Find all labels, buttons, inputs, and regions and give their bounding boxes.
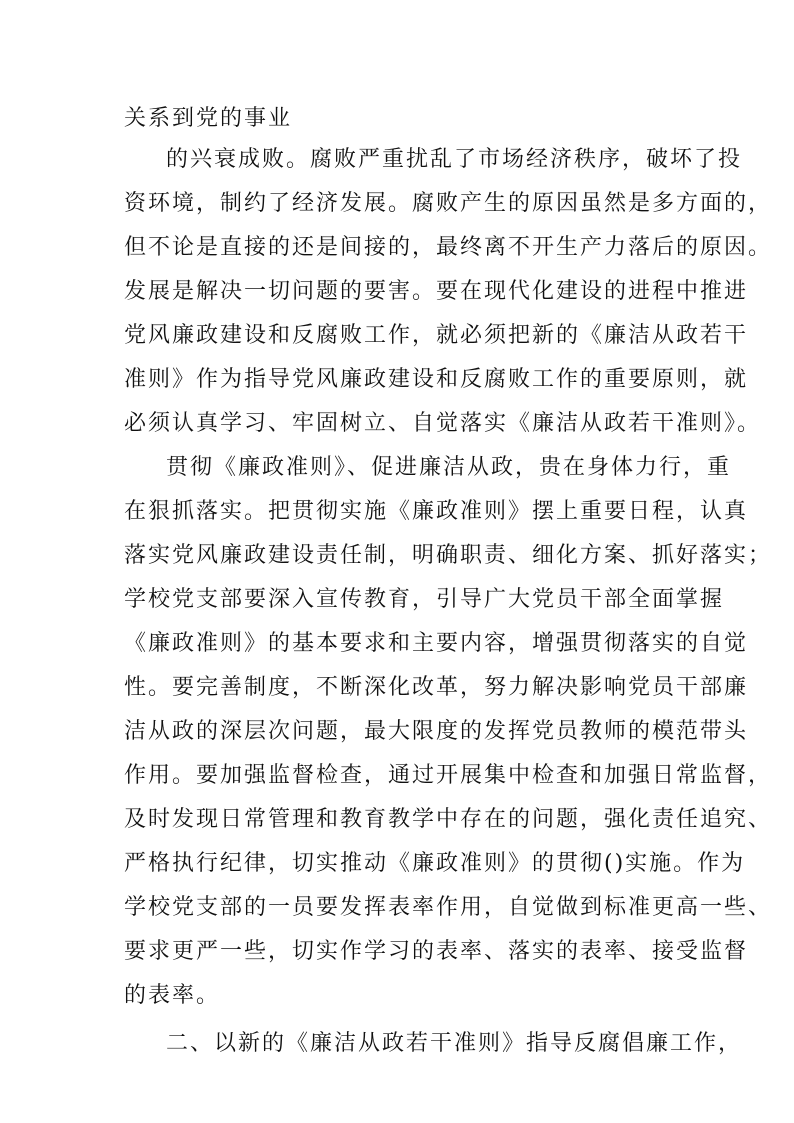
text-line-1: 关系到党的事业 — [124, 106, 293, 131]
text-line-7: 准则》作为指导党风廉政建设和反腐败工作的重要原则，就 — [124, 367, 749, 392]
text-line-3: 资环境，制约了经济发展。腐败产生的原因虽然是多方面的， — [124, 191, 773, 216]
text-line-9: 贯彻《廉政准则》、促进廉洁从政，贵在身体力行，重 — [166, 455, 732, 480]
text-line-16: 作用。要加强监督检查，通过开展集中检查和加强日常监督， — [124, 763, 773, 788]
text-line-2: 的兴衰成败。腐败严重扰乱了市场经济秩序，破坏了投 — [166, 147, 743, 172]
text-line-4: 但不论是直接的还是间接的，最终离不开生产力落后的原因。 — [124, 235, 773, 260]
text-line-12: 学校党支部要深入宣传教育，引导广大党员干部全面掌握 — [124, 587, 725, 612]
text-line-19: 学校党支部的一员要发挥表率作用，自觉做到标准更高一些、 — [124, 895, 773, 920]
text-line-10: 在狠抓落实。把贯彻实施《廉政准则》摆上重要日程，认真 — [124, 499, 749, 524]
text-line-6: 党风廉政建设和反腐败工作，就必须把新的《廉洁从政若干 — [124, 323, 749, 348]
text-line-17: 及时发现日常管理和教育教学中存在的问题，强化责任追究、 — [124, 807, 773, 832]
text-line-14: 性。要完善制度，不断深化改革，努力解决影响党员干部廉 — [124, 675, 749, 700]
text-line-11: 落实党风廉政建设责任制，明确职责、细化方案、抓好落实； — [124, 543, 773, 568]
text-line-18: 严格执行纪律，切实推动《廉政准则》的贯彻()实施。作为 — [124, 851, 746, 876]
text-line-5: 发展是解决一切问题的要害。要在现代化建设的进程中推进 — [124, 279, 749, 304]
text-line-13: 《廉政准则》的基本要求和主要内容，增强贯彻落实的自觉 — [124, 631, 749, 656]
text-line-8: 必须认真学习、牢固树立、自觉落实《廉洁从政若干准则》。 — [124, 411, 762, 436]
text-line-20: 要求更严一些，切实作学习的表率、落实的表率、接受监督 — [124, 939, 749, 964]
text-line-15: 洁从政的深层次问题，最大限度的发挥党员教师的模范带头 — [124, 719, 749, 744]
text-line-22: 二、以新的《廉洁从政若干准则》指导反腐倡廉工作， — [166, 1031, 743, 1056]
text-line-21: 的表率。 — [124, 983, 221, 1008]
